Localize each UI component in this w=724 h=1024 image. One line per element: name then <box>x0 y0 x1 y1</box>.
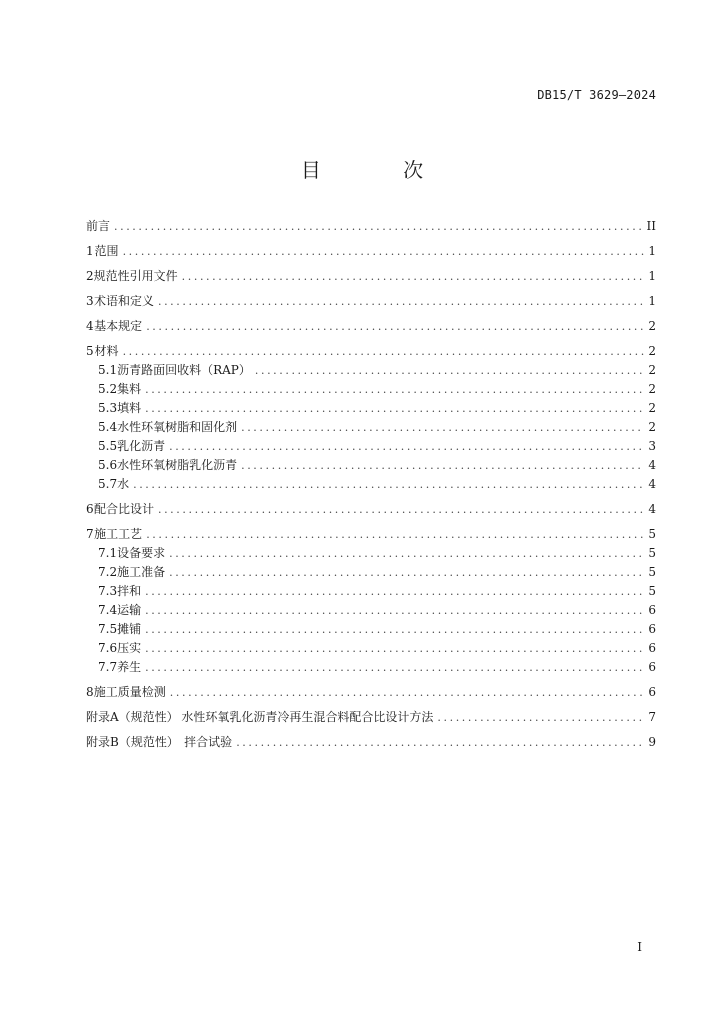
toc-title: 目 次 <box>300 158 462 182</box>
toc-entry-label: 施工准备 <box>117 565 166 579</box>
toc-entry-page: 2 <box>648 420 656 434</box>
toc-entry-page: 2 <box>648 319 656 333</box>
toc-entry[interactable] <box>86 400 656 417</box>
toc-entry-label: 压实 <box>117 641 142 655</box>
toc-entry-page: 4 <box>648 458 656 472</box>
toc-entry-page: 6 <box>648 603 656 617</box>
table-of-contents <box>86 218 656 751</box>
document-code: DB15/T 3629—2024 <box>537 88 656 102</box>
toc-entry-page: 5 <box>648 546 656 560</box>
dot-leader <box>145 401 644 417</box>
toc-entry-label: 施工工艺 <box>94 527 143 541</box>
toc-entry-label: 乳化沥青 <box>117 439 166 453</box>
toc-entry[interactable] <box>86 243 656 260</box>
toc-entry-number: 5 <box>86 344 94 358</box>
dot-leader <box>169 565 644 581</box>
toc-entry[interactable] <box>86 709 656 726</box>
page-number: I <box>637 940 642 954</box>
toc-entry[interactable] <box>86 583 656 600</box>
toc-entry-label: 范围 <box>94 244 119 258</box>
toc-entry-number: 5.4 <box>98 420 118 434</box>
toc-entry-number: 3 <box>86 294 94 308</box>
toc-entry-number: 1 <box>86 244 94 258</box>
toc-entry[interactable] <box>86 526 656 543</box>
toc-entry[interactable] <box>86 293 656 310</box>
toc-entry-page: 5 <box>648 584 656 598</box>
dot-leader <box>123 244 644 260</box>
toc-entry-number: 7.7 <box>98 660 118 674</box>
dot-leader <box>255 363 644 379</box>
toc-entry-page: 1 <box>648 244 656 258</box>
toc-entry-label: 拌和 <box>117 584 142 598</box>
toc-entry-number: 7.4 <box>98 603 118 617</box>
dot-leader <box>145 603 644 619</box>
dot-leader <box>169 439 644 455</box>
toc-entry-page: 4 <box>648 502 656 516</box>
toc-entry-number: 附录A（规范性） <box>86 710 179 724</box>
dot-leader <box>145 622 644 638</box>
toc-entry-page: 1 <box>648 294 656 308</box>
toc-entry-number: 附录B（规范性） <box>86 735 179 749</box>
toc-entry[interactable] <box>86 318 656 335</box>
toc-entry-number: 5.2 <box>98 382 118 396</box>
toc-entry-number: 5.1 <box>98 363 118 377</box>
toc-entry-page: 3 <box>648 439 656 453</box>
dot-leader <box>182 269 644 285</box>
toc-entry-label: 术语和定义 <box>93 294 154 308</box>
toc-entry-page: 6 <box>648 641 656 655</box>
toc-entry[interactable] <box>86 734 656 751</box>
toc-entry-label: 材料 <box>94 344 119 358</box>
toc-entry-page: 6 <box>648 685 656 699</box>
dot-leader <box>145 641 644 657</box>
dot-leader <box>114 219 644 235</box>
toc-entry-page: 9 <box>648 735 656 749</box>
toc-entry-label: 集料 <box>117 382 142 396</box>
toc-entry-page: 7 <box>648 710 656 724</box>
toc-entry[interactable] <box>86 268 656 285</box>
toc-entry-label: 规范性引用文件 <box>93 269 178 283</box>
toc-entry[interactable] <box>86 564 656 581</box>
toc-entry[interactable] <box>86 457 656 474</box>
toc-entry-label: 运输 <box>117 603 142 617</box>
toc-entry-page: 5 <box>648 565 656 579</box>
dot-leader <box>133 477 644 493</box>
toc-entry-page: 5 <box>648 527 656 541</box>
toc-entry[interactable] <box>86 381 656 398</box>
toc-entry-label: 基本规定 <box>94 319 143 333</box>
toc-entry-label: 水性环氧乳化沥青冷再生混合料配合比设计方法 <box>181 710 434 724</box>
toc-entry-label: 配合比设计 <box>93 502 154 516</box>
toc-entry[interactable] <box>86 501 656 518</box>
dot-leader <box>146 319 644 335</box>
toc-entry-page: II <box>646 219 656 233</box>
toc-entry[interactable] <box>86 362 656 379</box>
toc-entry-label: 水性环氧树脂和固化剂 <box>117 420 238 434</box>
dot-leader <box>241 458 644 474</box>
dot-leader <box>236 735 644 751</box>
toc-entry-number: 6 <box>86 502 94 516</box>
toc-entry[interactable] <box>86 602 656 619</box>
dot-leader <box>145 660 644 676</box>
toc-entry-number: 7.1 <box>98 546 118 560</box>
dot-leader <box>437 710 644 726</box>
toc-entry-label: 养生 <box>117 660 142 674</box>
toc-entry-number: 7.6 <box>98 641 118 655</box>
toc-entry-page: 2 <box>648 363 656 377</box>
toc-entry-number: 5.5 <box>98 439 118 453</box>
toc-entry-label: 设备要求 <box>117 546 166 560</box>
toc-entry-number: 5.7 <box>98 477 118 491</box>
dot-leader <box>145 382 644 398</box>
toc-entry-label: 前言 <box>86 219 111 233</box>
toc-entry-page: 6 <box>648 660 656 674</box>
toc-entry-number: 4 <box>86 319 94 333</box>
toc-entry-label: 施工质量检测 <box>93 685 166 699</box>
dot-leader <box>170 685 644 701</box>
dot-leader <box>158 502 644 518</box>
toc-entry-number: 7 <box>86 527 94 541</box>
toc-entry[interactable] <box>86 476 656 493</box>
toc-entry-number: 5.6 <box>98 458 118 472</box>
toc-entry-page: 2 <box>648 401 656 415</box>
dot-leader <box>241 420 644 436</box>
toc-entry-label: 沥青路面回收料（RAP） <box>117 363 251 377</box>
toc-entry[interactable] <box>86 218 656 235</box>
dot-leader <box>145 584 644 600</box>
toc-entry[interactable] <box>86 419 656 436</box>
toc-entry-number: 7.5 <box>98 622 118 636</box>
toc-entry-label: 水性环氧树脂乳化沥青 <box>117 458 238 472</box>
toc-entry-page: 1 <box>648 269 656 283</box>
toc-entry-number: 2 <box>86 269 94 283</box>
toc-entry[interactable] <box>86 684 656 701</box>
toc-entry[interactable] <box>86 343 656 360</box>
toc-entry[interactable] <box>86 438 656 455</box>
toc-entry-page: 2 <box>648 344 656 358</box>
toc-entry-number: 7.3 <box>98 584 118 598</box>
toc-entry-number: 8 <box>86 685 94 699</box>
toc-entry[interactable] <box>86 659 656 676</box>
toc-entry-page: 2 <box>648 382 656 396</box>
dot-leader <box>123 344 644 360</box>
toc-entry-page: 6 <box>648 622 656 636</box>
dot-leader <box>158 294 644 310</box>
toc-entry-label: 拌合试验 <box>184 735 233 749</box>
toc-entry[interactable] <box>86 640 656 657</box>
toc-entry-label: 填料 <box>117 401 142 415</box>
toc-entry-number: 7.2 <box>98 565 118 579</box>
toc-entry-number: 5.3 <box>98 401 118 415</box>
toc-entry-label: 水 <box>117 477 130 491</box>
toc-entry[interactable] <box>86 545 656 562</box>
dot-leader <box>169 546 644 562</box>
dot-leader <box>146 527 644 543</box>
toc-entry[interactable] <box>86 621 656 638</box>
toc-entry-page: 4 <box>648 477 656 491</box>
toc-entry-label: 摊铺 <box>117 622 142 636</box>
